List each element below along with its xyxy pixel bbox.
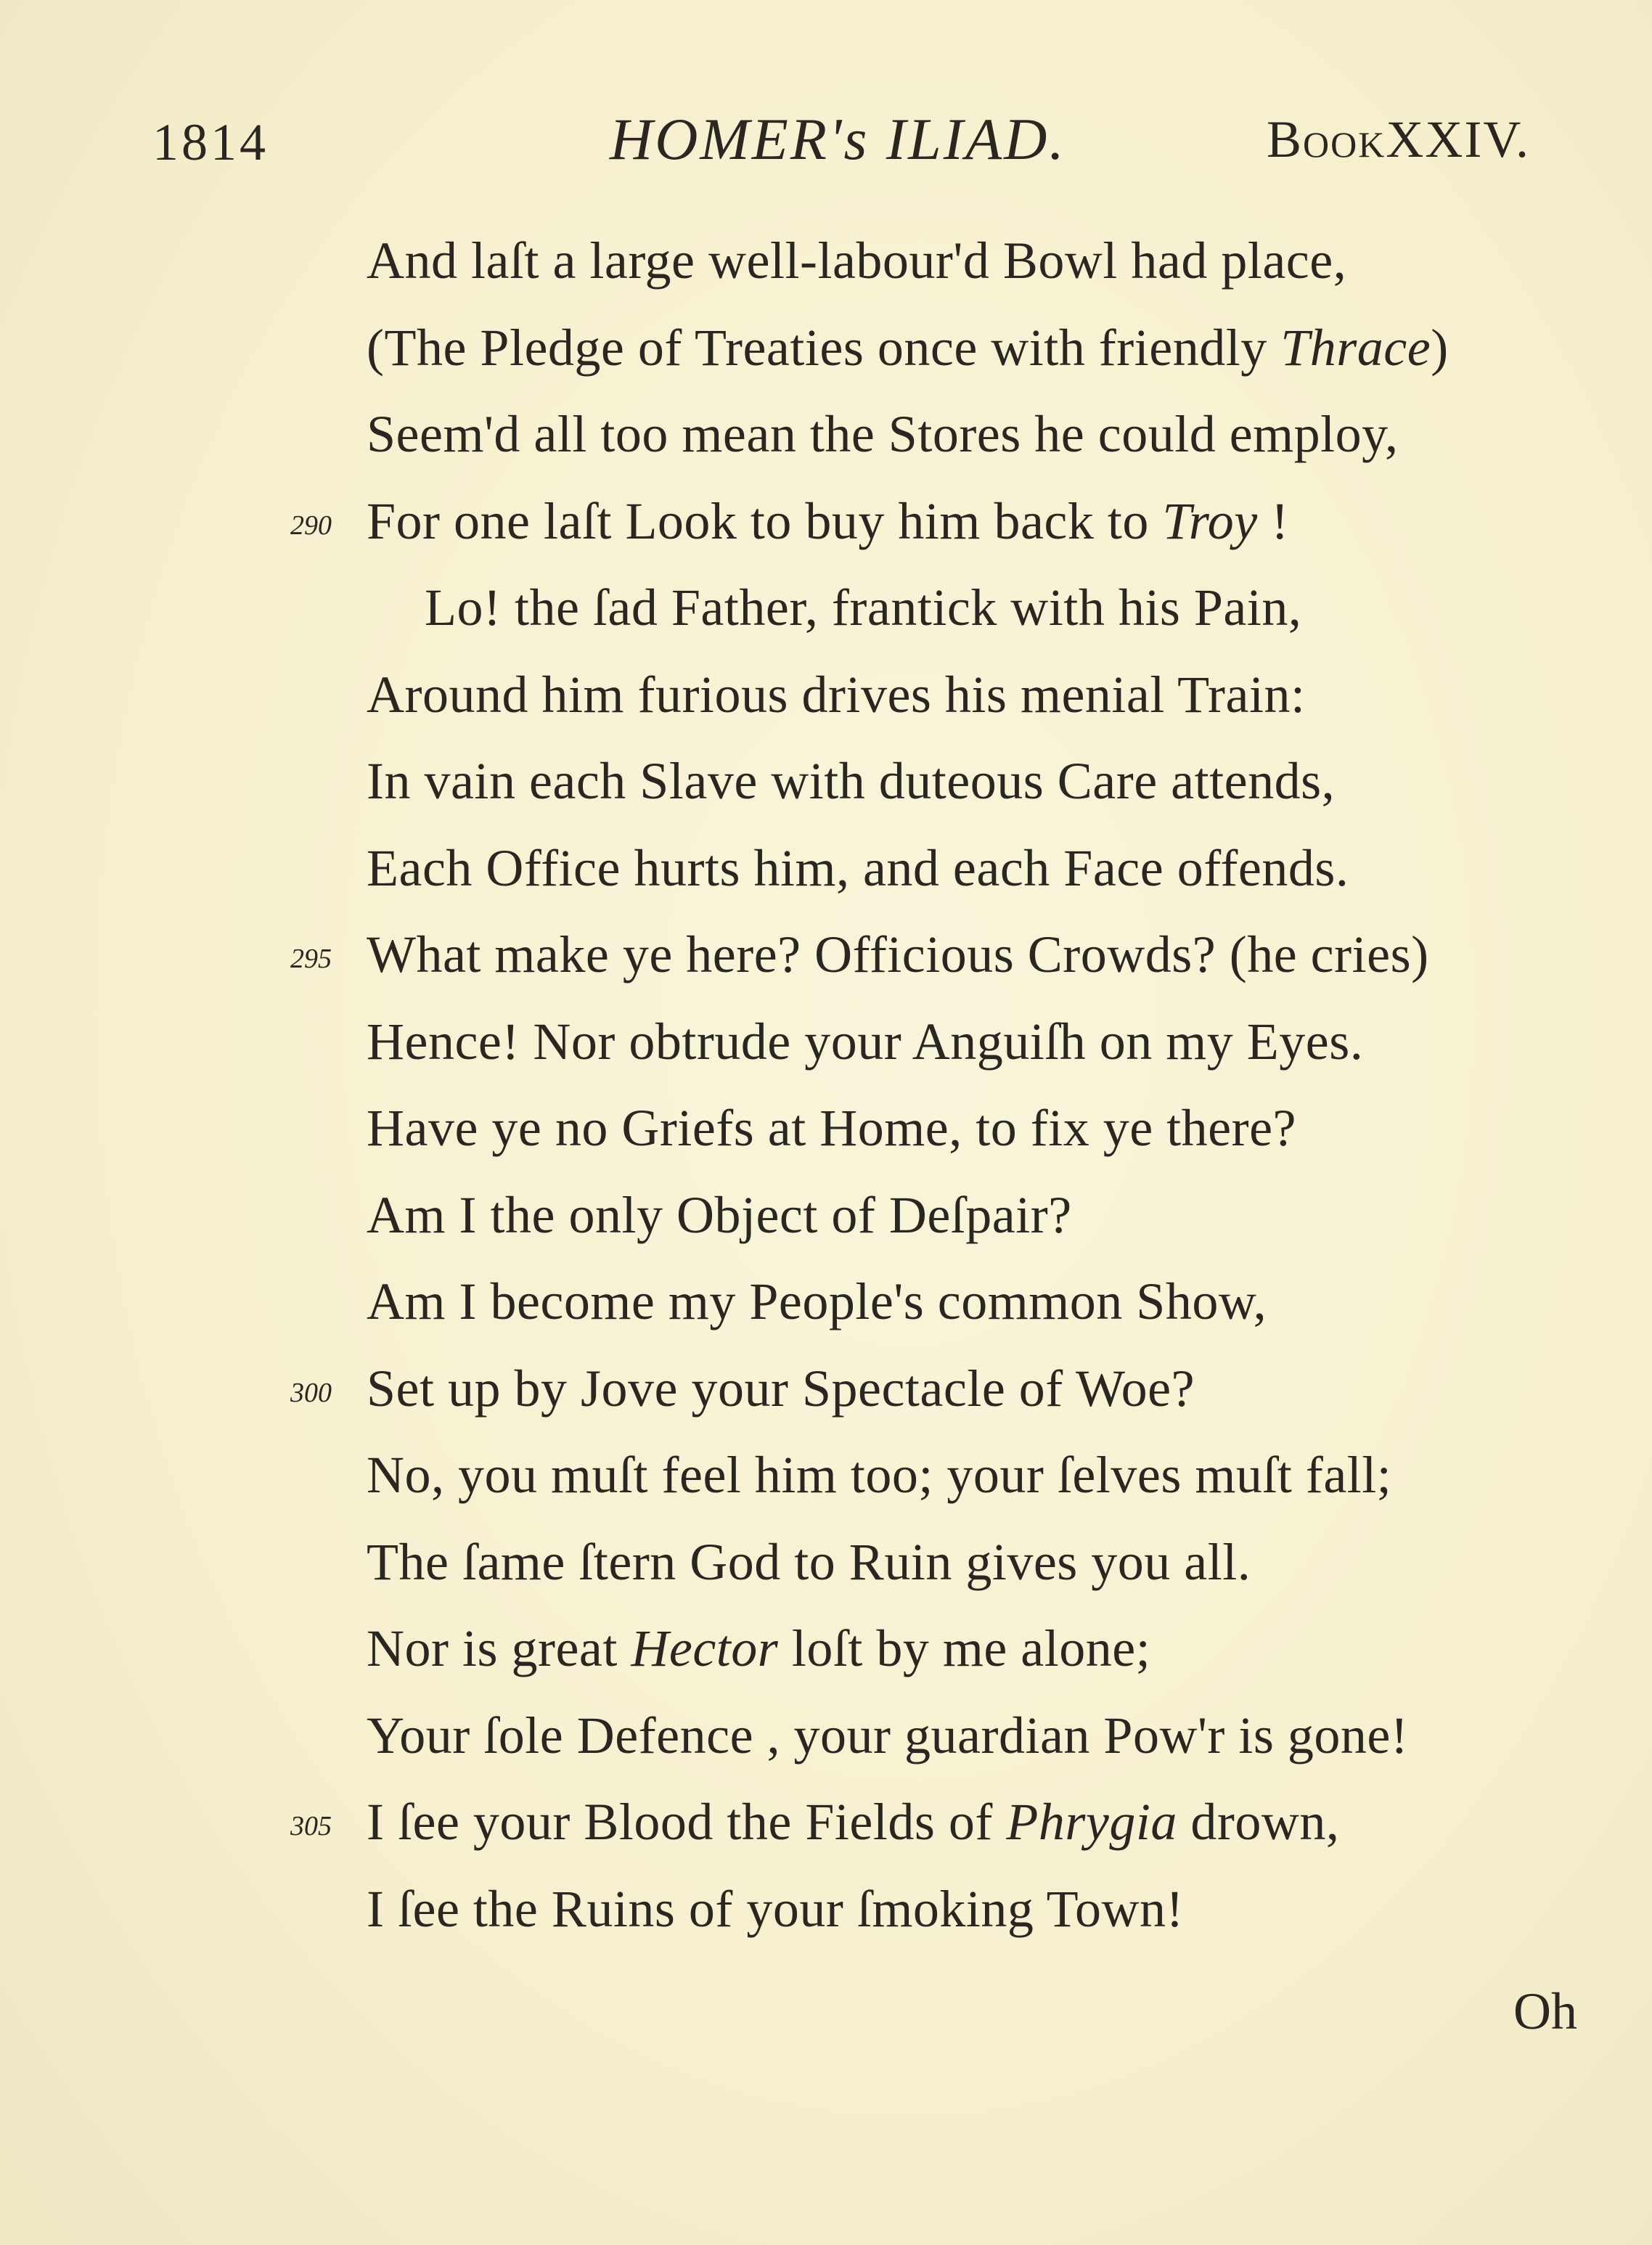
verse-text-roman-tail: loſt by me alone; bbox=[778, 1619, 1151, 1677]
verse-text-italic: Thrace bbox=[1280, 318, 1431, 377]
verse-text-roman: (The Pledge of Treaties once with friendly bbox=[367, 318, 1281, 377]
verse-line bbox=[0, 1866, 1652, 1953]
verse-text bbox=[367, 652, 1305, 739]
line-number: 300 bbox=[290, 1377, 332, 1408]
verse-text bbox=[367, 391, 1399, 478]
verse-line bbox=[0, 1259, 1652, 1346]
verse-block bbox=[0, 218, 1652, 1952]
verse-line bbox=[0, 912, 1652, 999]
verse-text-roman: Seem'd all too mean the Stores he could employ, bbox=[367, 405, 1399, 463]
verse-line bbox=[0, 1346, 1652, 1433]
verse-line bbox=[0, 218, 1652, 305]
verse-text-roman-tail: drown, bbox=[1177, 1793, 1340, 1851]
verse-text-italic: Troy bbox=[1162, 491, 1258, 550]
page-header bbox=[0, 105, 1652, 185]
verse-text bbox=[367, 218, 1346, 305]
verse-text-roman: Am I become my People's common Show, bbox=[367, 1272, 1267, 1330]
verse-text bbox=[367, 912, 1429, 999]
verse-text-roman-tail: ) bbox=[1431, 318, 1449, 377]
verse-text-roman: I ſee the Ruins of your ſmoking Town! bbox=[367, 1879, 1184, 1938]
verse-text-roman: What make ye here? Officious Crowds? (he cries) bbox=[367, 925, 1429, 984]
verse-text-roman: Hence! Nor obtrude your Anguiſh on my Eyes. bbox=[367, 1012, 1364, 1071]
verse-text bbox=[367, 1085, 1296, 1172]
verse-line bbox=[0, 1606, 1652, 1693]
verse-text bbox=[367, 1519, 1251, 1606]
line-number: 290 bbox=[290, 510, 332, 541]
verse-text-roman: Your ſole Defence , your guardian Pow'r is gone! bbox=[367, 1706, 1409, 1764]
verse-text bbox=[367, 825, 1349, 912]
verse-line bbox=[0, 1172, 1652, 1259]
running-title: HOMER's ILIAD. bbox=[610, 106, 1066, 172]
verse-line bbox=[0, 999, 1652, 1086]
verse-text-roman: I ſee your Blood the Fields of bbox=[367, 1793, 1007, 1851]
verse-line bbox=[0, 1519, 1652, 1606]
verse-line bbox=[0, 1779, 1652, 1866]
verse-text-roman-tail: ! bbox=[1257, 491, 1289, 550]
verse-text-roman: Nor is great bbox=[367, 1619, 631, 1677]
verse-text bbox=[367, 1693, 1408, 1780]
book-label: BookXXIV. bbox=[1267, 110, 1531, 168]
verse-text bbox=[367, 999, 1363, 1086]
verse-text bbox=[367, 478, 1289, 565]
verse-text bbox=[367, 1346, 1195, 1433]
verse-text bbox=[367, 1172, 1072, 1259]
line-number: 295 bbox=[290, 944, 332, 974]
verse-text-italic: Hector bbox=[631, 1619, 779, 1677]
verse-text-roman: Lo! the ſad Father, frantick with his Pain, bbox=[425, 578, 1302, 637]
verse-text bbox=[367, 1606, 1150, 1693]
verse-text-roman: In vain each Slave with duteous Care attends, bbox=[367, 752, 1336, 810]
verse-line bbox=[0, 305, 1652, 392]
verse-text-roman: Set up by Jove your Spectacle of Woe? bbox=[367, 1359, 1195, 1418]
verse-text bbox=[425, 565, 1301, 652]
verse-text-roman: Have ye no Griefs at Home, to fix ye there? bbox=[367, 1099, 1297, 1157]
verse-text-italic: Phrygia bbox=[1006, 1793, 1177, 1851]
verse-text-roman: For one laſt Look to buy him back to bbox=[367, 491, 1163, 550]
verse-text-roman: No, you muſt feel him too; your ſelves muſt fall; bbox=[367, 1446, 1392, 1504]
verse-line bbox=[0, 1432, 1652, 1519]
verse-text bbox=[367, 1259, 1267, 1346]
verse-text-roman: Am I the only Object of Deſpair? bbox=[367, 1185, 1072, 1244]
verse-line bbox=[0, 391, 1652, 478]
verse-line bbox=[0, 738, 1652, 825]
line-number: 305 bbox=[290, 1811, 332, 1841]
verse-text-roman: The ſame ſtern God to Ruin gives you all. bbox=[367, 1532, 1251, 1591]
verse-text bbox=[367, 1432, 1391, 1519]
verse-line bbox=[0, 1085, 1652, 1172]
verse-line bbox=[0, 565, 1652, 652]
verse-text bbox=[367, 1866, 1184, 1953]
verse-line bbox=[0, 825, 1652, 912]
verse-text-roman: Around him furious drives his menial Train: bbox=[367, 665, 1306, 724]
page-number: 1814 bbox=[152, 113, 269, 171]
verse-text-roman: And laſt a large well-labour'd Bowl had place, bbox=[367, 232, 1347, 290]
verse-line bbox=[0, 1693, 1652, 1780]
verse-text bbox=[367, 305, 1449, 392]
verse-text bbox=[367, 738, 1335, 825]
catchword: Oh bbox=[1513, 1982, 1577, 2040]
verse-line bbox=[0, 652, 1652, 739]
verse-text-roman: Each Office hurts him, and each Face offends. bbox=[367, 838, 1349, 897]
verse-line bbox=[0, 478, 1652, 565]
verse-text bbox=[367, 1779, 1339, 1866]
